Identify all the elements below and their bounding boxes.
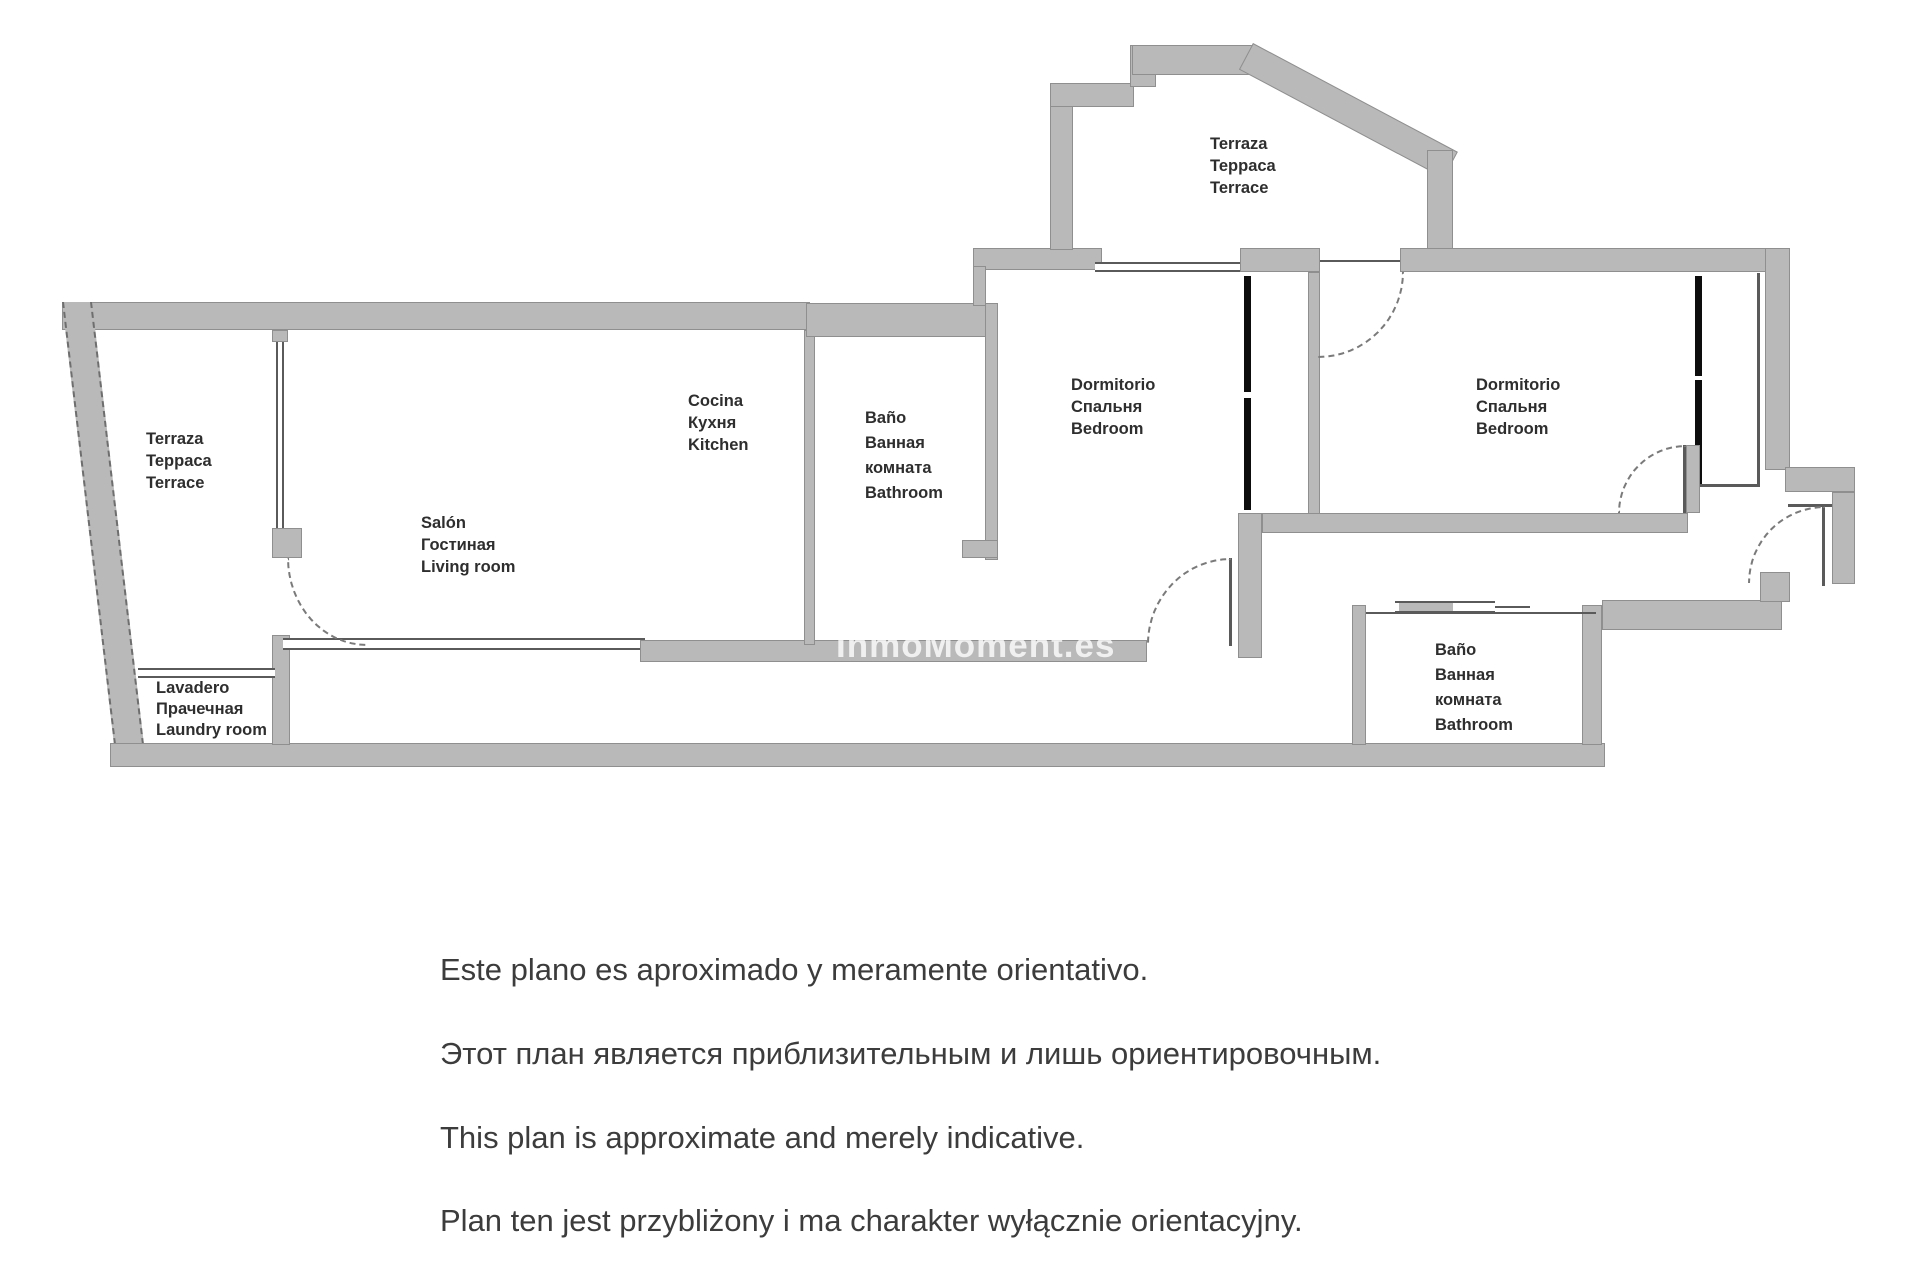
room-label-line: Dormitorio — [1476, 376, 1561, 394]
wall-segment — [1686, 445, 1700, 513]
room-label-bedroom-1 — [1071, 374, 1155, 440]
door-leaf — [272, 528, 302, 558]
door-swing-arc — [1318, 272, 1404, 358]
room-label-line: Cocina — [688, 392, 744, 410]
wall-segment — [1400, 248, 1790, 272]
room-label-line: комната — [865, 459, 932, 477]
room-label-line: Bedroom — [1476, 420, 1549, 438]
disclaimer-line-es: Este plano es aproximado y meramente orientativo. — [440, 952, 1149, 987]
disclaimer-line-pl: Plan ten jest przybliżony i ma charakter wyłącznie orientacyjny. — [440, 1203, 1303, 1238]
wall-segment — [962, 540, 998, 558]
door-swing-arc — [1618, 445, 1686, 513]
room-label-line: Kitchen — [688, 436, 749, 454]
wall-segment — [1582, 605, 1602, 745]
wall-segment — [806, 303, 988, 337]
wall-segment — [110, 743, 1605, 767]
room-label-line: Прачечная — [156, 700, 244, 718]
sliding-wardrobe-door — [1244, 276, 1251, 392]
window — [138, 668, 275, 678]
room-label-line: Terrace — [146, 474, 205, 492]
disclaimer-line-ru: Этот план является приблизительным и лишь ориентировочным. — [440, 1036, 1382, 1071]
room-label-laundry — [156, 678, 267, 741]
room-label-bedroom-2 — [1476, 374, 1560, 440]
wall-line — [1757, 273, 1760, 485]
room-label-line: Bathroom — [1435, 716, 1513, 734]
wall-segment — [1050, 88, 1073, 250]
terrace-slanted-wall — [62, 302, 145, 754]
wall-segment — [1760, 572, 1790, 602]
wall-segment — [973, 248, 1102, 270]
wall-segment — [1238, 513, 1262, 658]
wall-segment — [1050, 83, 1134, 107]
wall-segment — [985, 303, 998, 560]
disclaimer-line-en: This plan is approximate and merely indicative. — [440, 1120, 1085, 1155]
window — [1095, 262, 1243, 272]
wall-segment — [1132, 45, 1257, 75]
room-label-line: Кухня — [688, 414, 737, 432]
door-swing-arc — [1147, 558, 1231, 644]
wall-segment — [1602, 600, 1782, 630]
wall-segment — [804, 330, 815, 645]
room-label-living-room — [421, 512, 515, 578]
wall-segment — [1352, 605, 1366, 745]
wall-segment — [272, 330, 288, 342]
room-label-line: Bedroom — [1071, 420, 1144, 438]
room-label-line: Lavadero — [156, 679, 230, 697]
room-label-line: Living room — [421, 558, 516, 576]
door-swing-arc — [287, 558, 367, 646]
window — [276, 342, 284, 528]
room-label-line: Salón — [421, 514, 466, 532]
room-label-kitchen — [688, 390, 749, 456]
wall-segment — [1765, 248, 1790, 470]
room-label-line: Terraza — [1210, 135, 1268, 153]
wall-segment — [1785, 467, 1855, 492]
room-label-line: Ванная — [1435, 666, 1495, 684]
wall-segment — [272, 635, 290, 745]
room-label-line: комната — [1435, 691, 1502, 709]
sliding-door-panel — [1399, 603, 1453, 611]
room-label-line: Teppaca — [146, 452, 212, 470]
room-label-line: Terraza — [146, 430, 204, 448]
room-label-line: Dormitorio — [1071, 376, 1156, 394]
room-label-line: Terrace — [1210, 179, 1269, 197]
room-label-line: Laundry room — [156, 721, 267, 739]
wall-segment — [1832, 492, 1855, 584]
wall-segment — [1262, 513, 1688, 533]
sliding-wardrobe-door — [1244, 398, 1251, 510]
room-label-line: Bathroom — [865, 484, 943, 502]
room-label-line: Baño — [1435, 641, 1477, 659]
wall-line — [1698, 484, 1760, 487]
room-label-line: Ванная — [865, 434, 925, 452]
room-label-terrace-left — [146, 428, 212, 494]
sliding-door-rail — [1495, 606, 1530, 608]
wall-segment — [62, 302, 810, 330]
room-label-line: Гостиная — [421, 536, 496, 554]
door-leaf — [1320, 260, 1406, 262]
room-label-bathroom-2 — [1435, 638, 1513, 738]
room-label-line: Teppaca — [1210, 157, 1276, 175]
room-label-terrace-top — [1210, 133, 1276, 199]
wall-segment — [973, 266, 986, 306]
room-label-line: Baño — [865, 409, 907, 427]
sliding-wardrobe-door — [1695, 276, 1702, 376]
room-label-line: Спальня — [1476, 398, 1548, 416]
wall-segment — [1240, 248, 1320, 272]
watermark: InmoMoment.es — [836, 626, 1116, 665]
room-label-bathroom-1 — [865, 406, 943, 506]
room-label-line: Спальня — [1071, 398, 1143, 416]
